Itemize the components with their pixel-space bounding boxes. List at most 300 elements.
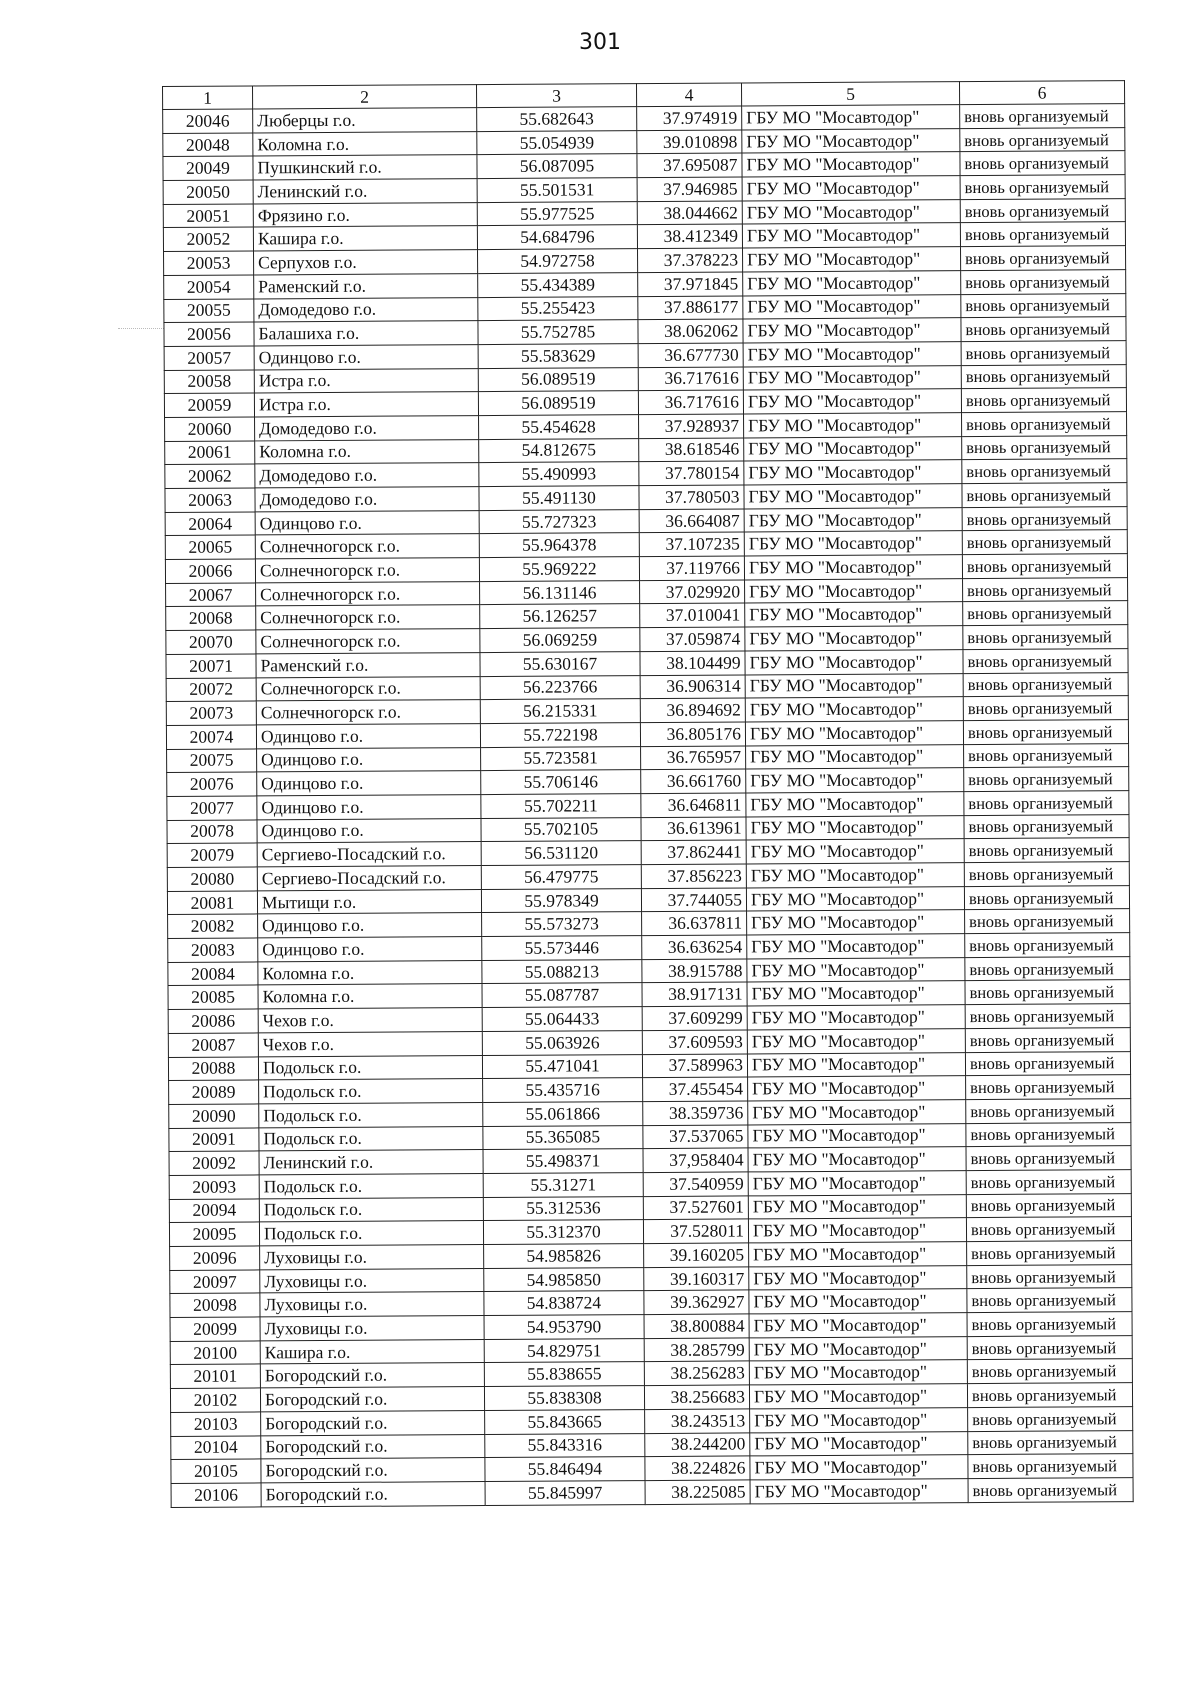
status-cell: вновь организуемый [963,648,1128,673]
district-cell: Подольск г.о. [259,1102,483,1127]
organization-cell: ГБУ МО "Мосавтодор" [750,1431,968,1456]
latitude-cell: 54.985850 [484,1267,644,1292]
latitude-cell: 55.722198 [480,722,640,747]
object-id-cell: 20062 [165,464,255,488]
district-cell: Сергиево-Посадский г.о. [257,866,481,891]
district-cell: Серпухов г.о. [254,250,478,275]
organization-cell: ГБУ МО "Мосавтодор" [747,1052,965,1077]
object-id-cell: 20074 [166,725,256,749]
status-cell: вновь организуемый [964,791,1129,816]
status-cell: вновь организуемый [967,1312,1132,1337]
object-id-cell: 20102 [170,1388,260,1412]
district-cell: Подольск г.о. [259,1126,483,1151]
status-cell: вновь организуемый [962,506,1127,531]
organization-cell: ГБУ МО "Мосавтодор" [746,863,964,888]
longitude-cell: 37.695087 [637,153,742,177]
district-cell: Луховицы г.о. [260,1268,484,1293]
organization-cell: ГБУ МО "Мосавтодор" [748,1194,966,1219]
organization-cell: ГБУ МО "Мосавтодор" [750,1478,968,1503]
district-cell: Богородский г.о. [260,1387,484,1412]
longitude-cell: 38.243513 [645,1409,750,1433]
district-cell: Солнечногорск г.о. [256,629,480,654]
status-cell: вновь организуемый [962,483,1127,508]
column-header: 1 [163,86,253,110]
district-cell: Кашира г.о. [253,226,477,251]
status-cell: вновь организуемый [963,601,1128,626]
district-cell: Ленинский г.о. [253,179,477,204]
status-cell: вновь организуемый [960,151,1125,176]
object-id-cell: 20100 [170,1341,260,1365]
status-cell: вновь организуемый [965,909,1130,934]
district-cell: Домодедово г.о. [255,463,479,488]
object-id-cell: 20085 [168,985,258,1009]
object-id-cell: 20060 [165,417,255,441]
object-id-cell: 20065 [165,535,255,559]
organization-cell: ГБУ МО "Мосавтодор" [746,768,964,793]
object-id-cell: 20091 [169,1127,259,1151]
status-cell: вновь организуемый [968,1477,1133,1502]
organization-cell: ГБУ МО "Мосавтодор" [749,1289,967,1314]
object-id-cell: 20090 [169,1104,259,1128]
latitude-cell: 55.312370 [483,1220,643,1245]
organization-cell: ГБУ МО "Мосавтодор" [749,1336,967,1361]
organization-cell: ГБУ МО "Мосавтодор" [748,1099,966,1124]
object-id-cell: 20078 [167,820,257,844]
object-id-cell: 20057 [164,346,254,370]
longitude-cell: 39.160205 [644,1243,749,1267]
object-id-cell: 20083 [168,938,258,962]
organization-cell: ГБУ МО "Мосавтодор" [749,1360,967,1385]
object-id-cell: 20092 [169,1151,259,1175]
district-cell: Солнечногорск г.о. [256,700,480,725]
latitude-cell: 55.573446 [482,936,642,961]
object-id-cell: 20082 [168,914,258,938]
status-cell: вновь организуемый [961,293,1126,318]
district-cell: Одинцово г.о. [257,747,481,772]
longitude-cell: 38.256283 [644,1361,749,1385]
organization-cell: ГБУ МО "Мосавтодор" [744,413,962,438]
organization-cell: ГБУ МО "Мосавтодор" [747,1005,965,1030]
status-cell: вновь организуемый [966,1122,1131,1147]
district-cell: Чехов г.о. [258,1008,482,1033]
object-id-cell: 20081 [167,891,257,915]
district-cell: Одинцово г.о. [257,771,481,796]
organization-cell: ГБУ МО "Мосавтодор" [750,1407,968,1432]
status-cell: вновь организуемый [968,1406,1133,1431]
organization-cell: ГБУ МО "Мосавтодор" [748,1171,966,1196]
status-cell: вновь организуемый [963,719,1128,744]
latitude-cell: 55.063926 [482,1030,642,1055]
district-cell: Сергиево-Посадский г.о. [257,842,481,867]
organization-cell: ГБУ МО "Мосавтодор" [744,460,962,485]
longitude-cell: 38.062062 [638,319,743,343]
status-cell: вновь организуемый [962,459,1127,484]
district-cell: Домодедово г.о. [255,416,479,441]
district-cell: Пушкинский г.о. [253,155,477,180]
status-cell: вновь организуемый [965,1027,1130,1052]
organization-cell: ГБУ МО "Мосавтодор" [742,176,960,201]
longitude-cell: 39.362927 [644,1290,749,1314]
status-cell: вновь организуемый [965,933,1130,958]
latitude-cell: 55.088213 [482,959,642,984]
latitude-cell: 55.312536 [483,1196,643,1221]
district-cell: Луховицы г.о. [260,1245,484,1270]
longitude-cell: 38.800884 [644,1314,749,1338]
district-cell: Луховицы г.о. [260,1292,484,1317]
status-cell: вновь организуемый [962,412,1127,437]
district-cell: Солнечногорск г.о. [256,581,480,606]
object-id-cell: 20056 [164,322,254,346]
object-id-cell: 20089 [169,1080,259,1104]
district-cell: Раменский г.о. [256,652,480,677]
latitude-cell: 55.702105 [481,817,641,842]
longitude-cell: 38.618546 [639,438,744,462]
status-cell: вновь организуемый [962,530,1127,555]
latitude-cell: 55.573273 [482,912,642,937]
latitude-cell: 55.087787 [482,983,642,1008]
latitude-cell: 56.089519 [478,367,638,392]
organization-cell: ГБУ МО "Мосавтодор" [743,318,961,343]
longitude-cell: 39.160317 [644,1267,749,1291]
object-id-cell: 20066 [165,559,255,583]
object-id-cell: 20093 [169,1175,259,1199]
district-cell: Одинцово г.о. [258,937,482,962]
longitude-cell: 38.104499 [640,651,745,675]
district-cell: Подольск г.о. [259,1221,483,1246]
longitude-cell: 37.974919 [637,106,742,130]
longitude-cell: 37.928937 [639,414,744,438]
longitude-cell: 38.225085 [645,1480,750,1504]
object-id-cell: 20086 [168,1009,258,1033]
organization-cell: ГБУ МО "Мосавтодор" [745,697,963,722]
district-cell: Солнечногорск г.о. [256,605,480,630]
organization-cell: ГБУ МО "Мосавтодор" [742,199,960,224]
latitude-cell: 55.727323 [479,509,639,534]
latitude-cell: 55.454628 [479,415,639,440]
district-cell: Мытищи г.о. [257,889,481,914]
object-id-cell: 20055 [164,298,254,322]
district-cell: Коломна г.о. [258,984,482,1009]
district-cell: Одинцово г.о. [257,818,481,843]
longitude-cell: 37,958404 [643,1148,748,1172]
organization-cell: ГБУ МО "Мосавтодор" [744,507,962,532]
object-id-cell: 20079 [167,843,257,867]
longitude-cell: 36.646811 [641,793,746,817]
object-id-cell: 20104 [171,1435,261,1459]
organization-cell: ГБУ МО "Мосавтодор" [749,1265,967,1290]
object-id-cell: 20103 [171,1412,261,1436]
object-id-cell: 20071 [166,654,256,678]
district-cell: Солнечногорск г.о. [256,676,480,701]
district-cell: Солнечногорск г.о. [255,534,479,559]
latitude-cell: 56.089519 [478,391,638,416]
longitude-cell: 37.119766 [639,556,744,580]
object-id-cell: 20088 [168,1056,258,1080]
status-cell: вновь организуемый [962,435,1127,460]
object-id-cell: 20049 [163,156,253,180]
latitude-cell: 56.069259 [480,628,640,653]
organization-cell: ГБУ МО "Мосавтодор" [742,128,960,153]
district-cell: Одинцово г.о. [256,723,480,748]
latitude-cell: 55.064433 [482,1007,642,1032]
latitude-cell: 56.479775 [481,865,641,890]
latitude-cell: 55.843665 [485,1409,645,1434]
status-cell: вновь организуемый [967,1335,1132,1360]
latitude-cell: 54.684796 [477,225,637,250]
latitude-cell: 55.471041 [482,1054,642,1079]
column-header: 6 [959,81,1124,105]
longitude-cell: 37.862441 [641,840,746,864]
status-cell: вновь организуемый [966,1098,1131,1123]
organization-cell: ГБУ МО "Мосавтодор" [744,531,962,556]
object-id-cell: 20063 [165,488,255,512]
district-cell: Подольск г.о. [258,1055,482,1080]
latitude-cell: 55.491130 [479,486,639,511]
object-id-cell: 20077 [167,796,257,820]
district-cell: Подольск г.о. [259,1173,483,1198]
object-id-cell: 20075 [167,748,257,772]
status-cell: вновь организуемый [965,1004,1130,1029]
status-cell: вновь организуемый [966,1146,1131,1171]
longitude-cell: 36.677730 [638,343,743,367]
status-cell: вновь организуемый [966,1193,1131,1218]
latitude-cell: 54.972758 [478,249,638,274]
organization-cell: ГБУ МО "Мосавтодор" [742,152,960,177]
district-cell: Богородский г.о. [261,1458,485,1483]
status-cell: вновь организуемый [968,1430,1133,1455]
longitude-cell: 38.044662 [637,201,742,225]
longitude-cell: 38.224826 [645,1456,750,1480]
latitude-cell: 56.215331 [480,699,640,724]
longitude-cell: 37.609593 [642,1030,747,1054]
organization-cell: ГБУ МО "Мосавтодор" [744,436,962,461]
organization-cell: ГБУ МО "Мосавтодор" [747,1028,965,1053]
page-number: 301 [579,30,621,55]
organization-cell: ГБУ МО "Мосавтодор" [745,602,963,627]
latitude-cell: 54.812675 [479,438,639,463]
status-cell: вновь организуемый [961,340,1126,365]
column-header: 3 [476,84,636,108]
column-header: 5 [741,82,959,106]
organization-cell: ГБУ МО "Мосавтодор" [746,744,964,769]
status-cell: вновь организуемый [965,980,1130,1005]
district-cell: Домодедово г.о. [255,487,479,512]
organization-cell: ГБУ МО "Мосавтодор" [745,626,963,651]
latitude-cell: 54.953790 [484,1315,644,1340]
organization-cell: ГБУ МО "Мосавтодор" [745,649,963,674]
status-cell: вновь организуемый [963,696,1128,721]
district-cell: Истра г.о. [254,392,478,417]
district-cell: Подольск г.о. [259,1197,483,1222]
latitude-cell: 55.498371 [483,1149,643,1174]
object-id-cell: 20098 [170,1293,260,1317]
object-id-cell: 20059 [164,393,254,417]
column-header: 4 [636,83,741,107]
object-id-cell: 20072 [166,677,256,701]
status-cell: вновь организуемый [963,577,1128,602]
district-cell: Кашира г.о. [260,1339,484,1364]
longitude-cell: 38.412349 [637,224,742,248]
district-cell: Одинцово г.о. [254,344,478,369]
longitude-cell: 36.661760 [641,769,746,793]
organization-cell: ГБУ МО "Мосавтодор" [743,389,961,414]
latitude-cell: 55.723581 [481,746,641,771]
organization-cell: ГБУ МО "Мосавтодор" [743,365,961,390]
latitude-cell: 55.977525 [477,201,637,226]
latitude-cell: 56.087095 [477,154,637,179]
longitude-cell: 37.029920 [640,580,745,604]
longitude-cell: 37.527601 [643,1196,748,1220]
district-cell: Коломна г.о. [255,439,479,464]
longitude-cell: 38.359736 [643,1101,748,1125]
status-cell: вновь организуемый [965,956,1130,981]
object-id-cell: 20050 [163,180,253,204]
object-id-cell: 20061 [165,441,255,465]
latitude-cell: 55.583629 [478,343,638,368]
object-id-cell: 20058 [164,370,254,394]
status-cell: вновь организуемый [964,767,1129,792]
latitude-cell: 56.223766 [480,675,640,700]
status-cell: вновь организуемый [963,625,1128,650]
district-cell: Фрязино г.о. [253,202,477,227]
status-cell: вновь организуемый [964,814,1129,839]
latitude-cell: 55.702211 [481,794,641,819]
status-cell: вновь организуемый [965,1051,1130,1076]
longitude-cell: 36.805176 [640,722,745,746]
status-cell: вновь организуемый [961,388,1126,413]
organization-cell: ГБУ МО "Мосавтодор" [746,839,964,864]
object-id-cell: 20101 [170,1364,260,1388]
organization-cell: ГБУ МО "Мосавтодор" [749,1313,967,1338]
status-cell: вновь организуемый [966,1170,1131,1195]
status-cell: вновь организуемый [961,364,1126,389]
latitude-cell: 55.845997 [485,1480,645,1505]
object-id-cell: 20105 [171,1459,261,1483]
status-cell: вновь организуемый [960,246,1125,271]
object-id-cell: 20070 [166,630,256,654]
organization-cell: ГБУ МО "Мосавтодор" [744,555,962,580]
object-id-cell: 20096 [170,1246,260,1270]
district-cell: Одинцово г.о. [258,913,482,938]
object-id-cell: 20097 [170,1270,260,1294]
longitude-cell: 37.609299 [642,1006,747,1030]
longitude-cell: 37.378223 [638,248,743,272]
status-cell: вновь организуемый [968,1454,1133,1479]
longitude-cell: 36.906314 [640,674,745,698]
object-id-cell: 20094 [169,1199,259,1223]
district-cell: Ленинский г.о. [259,1150,483,1175]
table-row [171,1477,1133,1507]
latitude-cell: 55.365085 [483,1125,643,1150]
latitude-cell: 55.255423 [478,296,638,321]
latitude-cell: 55.435716 [483,1078,643,1103]
longitude-cell: 37.540959 [643,1172,748,1196]
organization-cell: ГБУ МО "Мосавтодор" [750,1455,968,1480]
latitude-cell: 55.838308 [484,1386,644,1411]
status-cell: вновь организуемый [967,1241,1132,1266]
organization-cell: ГБУ МО "Мосавтодор" [747,934,965,959]
object-id-cell: 20084 [168,962,258,986]
status-cell: вновь организуемый [961,269,1126,294]
organization-cell: ГБУ МО "Мосавтодор" [746,792,964,817]
organization-cell: ГБУ МО "Мосавтодор" [748,1123,966,1148]
district-cell: Одинцово г.о. [257,795,481,820]
status-cell: вновь организуемый [964,743,1129,768]
organization-cell: ГБУ МО "Мосавтодор" [746,815,964,840]
latitude-cell: 55.682643 [477,107,637,132]
district-cell: Люберцы г.о. [253,108,477,133]
table-body [163,104,1134,1507]
object-id-cell: 20064 [165,512,255,536]
status-cell: вновь организуемый [960,198,1125,223]
longitude-cell: 37.886177 [638,295,743,319]
latitude-cell: 56.126257 [480,604,640,629]
latitude-cell: 55.969222 [479,557,639,582]
longitude-cell: 36.894692 [640,698,745,722]
object-id-cell: 20051 [163,204,253,228]
longitude-cell: 38.915788 [642,959,747,983]
latitude-cell: 55.752785 [478,320,638,345]
status-cell: вновь организуемый [964,862,1129,887]
organization-cell: ГБУ МО "Мосавтодор" [747,981,965,1006]
latitude-cell: 55.061866 [483,1101,643,1126]
district-cell: Богородский г.о. [261,1481,485,1506]
longitude-cell: 36.717616 [638,367,743,391]
registry-table [162,80,1134,1507]
longitude-cell: 37.059874 [640,627,745,651]
latitude-cell: 55.501531 [477,178,637,203]
object-id-cell: 20095 [169,1222,259,1246]
latitude-cell: 56.131146 [480,580,640,605]
district-cell: Раменский г.о. [254,273,478,298]
object-id-cell: 20048 [163,133,253,157]
longitude-cell: 38.244200 [645,1432,750,1456]
organization-cell: ГБУ МО "Мосавтодор" [743,270,961,295]
longitude-cell: 37.780154 [639,461,744,485]
status-cell: вновь организуемый [960,222,1125,247]
longitude-cell: 36.637811 [642,911,747,935]
object-id-cell: 20067 [166,583,256,607]
status-cell: вновь организуемый [960,104,1125,129]
longitude-cell: 38.285799 [644,1338,749,1362]
status-cell: вновь организуемый [964,838,1129,863]
status-cell: вновь организуемый [967,1359,1132,1384]
latitude-cell: 55.706146 [481,770,641,795]
latitude-cell: 55.843316 [485,1433,645,1458]
object-id-cell: 20099 [170,1317,260,1341]
longitude-cell: 36.613961 [641,817,746,841]
column-header: 2 [253,85,477,109]
district-cell: Луховицы г.о. [260,1316,484,1341]
object-id-cell: 20046 [163,109,253,133]
district-cell: Богородский г.о. [260,1363,484,1388]
organization-cell: ГБУ МО "Мосавтодор" [748,1218,966,1243]
organization-cell: ГБУ МО "Мосавтодор" [747,957,965,982]
object-id-cell: 20053 [164,251,254,275]
district-cell: Богородский г.о. [261,1410,485,1435]
organization-cell: ГБУ МО "Мосавтодор" [745,673,963,698]
latitude-cell: 55.978349 [481,888,641,913]
status-cell: вновь организуемый [966,1075,1131,1100]
organization-cell: ГБУ МО "Мосавтодор" [748,1147,966,1172]
object-id-cell: 20073 [166,701,256,725]
organization-cell: ГБУ МО "Мосавтодор" [745,578,963,603]
longitude-cell: 37.744055 [641,888,746,912]
longitude-cell: 36.765957 [641,746,746,770]
organization-cell: ГБУ МО "Мосавтодор" [743,294,961,319]
latitude-cell: 55.964378 [479,533,639,558]
longitude-cell: 37.528011 [643,1219,748,1243]
